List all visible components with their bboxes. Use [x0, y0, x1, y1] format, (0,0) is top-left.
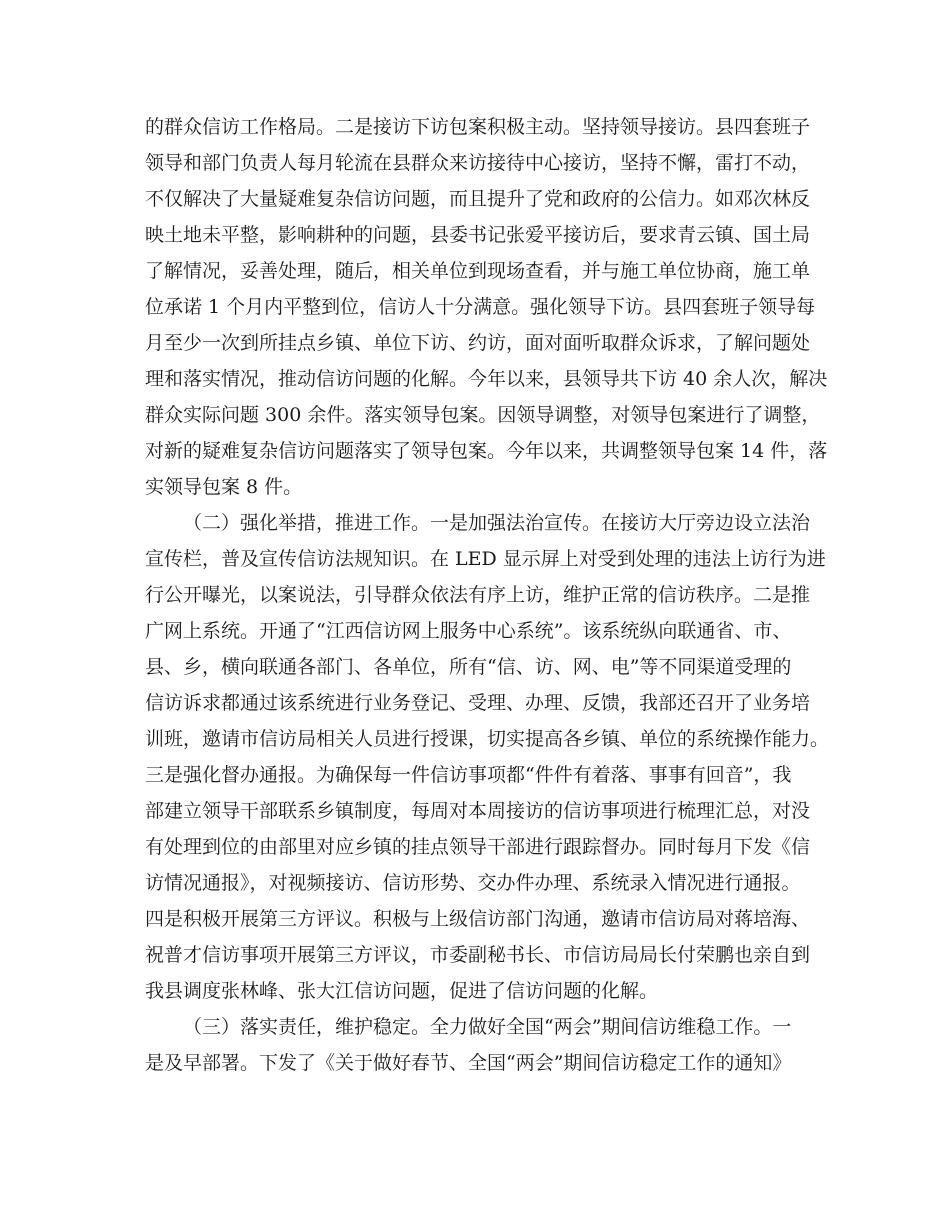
paragraph-1-line-8: 理和落实情况，推动信访问题的化解。今年以来，县领导共下访 40 余人次，解决 — [145, 368, 828, 390]
paragraph-2-line-10: 有处理到位的由部里对应乡镇的挂点领导干部进行跟踪督办。同时每月下发《信 — [145, 836, 811, 858]
paragraph-2-line-3: 行公开曝光，以案说法，引导群众依法有序上访，维护正常的信访秩序。二是推 — [145, 584, 811, 606]
paragraph-2-line-7: 训班，邀请市信访局相关人员进行授课，切实提高各乡镇、单位的系统操作能力。 — [145, 728, 830, 750]
paragraph-2-line-1: （二）强化举措，推进工作。一是加强法治宣传。在接访大厅旁边设立法治 — [183, 512, 811, 534]
paragraph-1-line-7: 月至少一次到所挂点乡镇、单位下访、约访，面对面听取群众诉求，了解问题处 — [145, 332, 811, 354]
paragraph-1-line-4: 映土地未平整，影响耕种的问题，县委书记张爱平接访后，要求青云镇、国土局 — [145, 224, 811, 246]
paragraph-3-line-2: 是及早部署。下发了《关于做好春节、全国“两会”期间信访稳定工作的通知》 — [145, 1052, 792, 1074]
paragraph-1-line-5: 了解情况，妥善处理，随后，相关单位到现场查看，并与施工单位协商，施工单 — [145, 260, 811, 282]
paragraph-3-line-1: （三）落实责任，维护稳定。全力做好全国“两会”期间信访维稳工作。一 — [183, 1016, 792, 1038]
paragraph-2-line-13: 祝普才信访事项开展第三方评议，市委副秘书长、市信访局局长付荣鹏也亲自到 — [145, 944, 811, 966]
paragraph-2-line-11: 访情况通报》，对视频接访、信访形势、交办件办理、系统录入情况进行通报。 — [145, 872, 801, 894]
paragraph-1-line-6: 位承诺 1 个月内平整到位，信访人十分满意。强化领导下访。县四套班子领导每 — [145, 296, 816, 318]
paragraph-1-line-3: 不仅解决了大量疑难复杂信访问题，而且提升了党和政府的公信力。如邓次林反 — [145, 188, 811, 210]
paragraph-1-line-1: 的群众信访工作格局。二是接访下访包案积极主动。坚持领导接访。县四套班子 — [145, 116, 811, 138]
paragraph-1-line-9: 群众实际问题 300 余件。落实领导包案。因领导调整，对领导包案进行了调整， — [145, 404, 821, 426]
paragraph-1-line-10: 对新的疑难复杂信访问题落实了领导包案。今年以来，共调整领导包案 14 件，落 — [145, 440, 828, 462]
paragraph-1-line-11: 实领导包案 8 件。 — [145, 476, 303, 498]
paragraph-2-line-12: 四是积极开展第三方评议。积极与上级信访部门沟通，邀请市信访局对蒋培海、 — [145, 908, 811, 930]
paragraph-2-line-9: 部建立领导干部联系乡镇制度，每周对本周接访的信访事项进行梳理汇总，对没 — [145, 800, 811, 822]
paragraph-2-line-14: 我县调度张林峰、张大江信访问题，促进了信访问题的化解。 — [145, 980, 659, 1002]
paragraph-2-line-2: 宣传栏，普及宣传信访法规知识。在 LED 显示屏上对受到处理的违法上访行为进 — [145, 548, 826, 570]
paragraph-1-line-2: 领导和部门负责人每月轮流在县群众来访接待中心接访，坚持不懈，雷打不动， — [145, 152, 811, 174]
paragraph-2-line-4: 广网上系统。开通了“江西信访网上服务中心系统”。该系统纵向联通省、市、 — [145, 620, 792, 642]
paragraph-2-line-5: 县、乡，横向联通各部门、各单位，所有“信、访、网、电”等不同渠道受理的 — [145, 656, 792, 678]
paragraph-2-line-8: 三是强化督办通报。为确保每一件信访事项都“件件有着落、事事有回音”，我 — [145, 764, 792, 786]
paragraph-2-line-6: 信访诉求都通过该系统进行业务登记、受理、办理、反馈，我部还召开了业务培 — [145, 692, 811, 714]
